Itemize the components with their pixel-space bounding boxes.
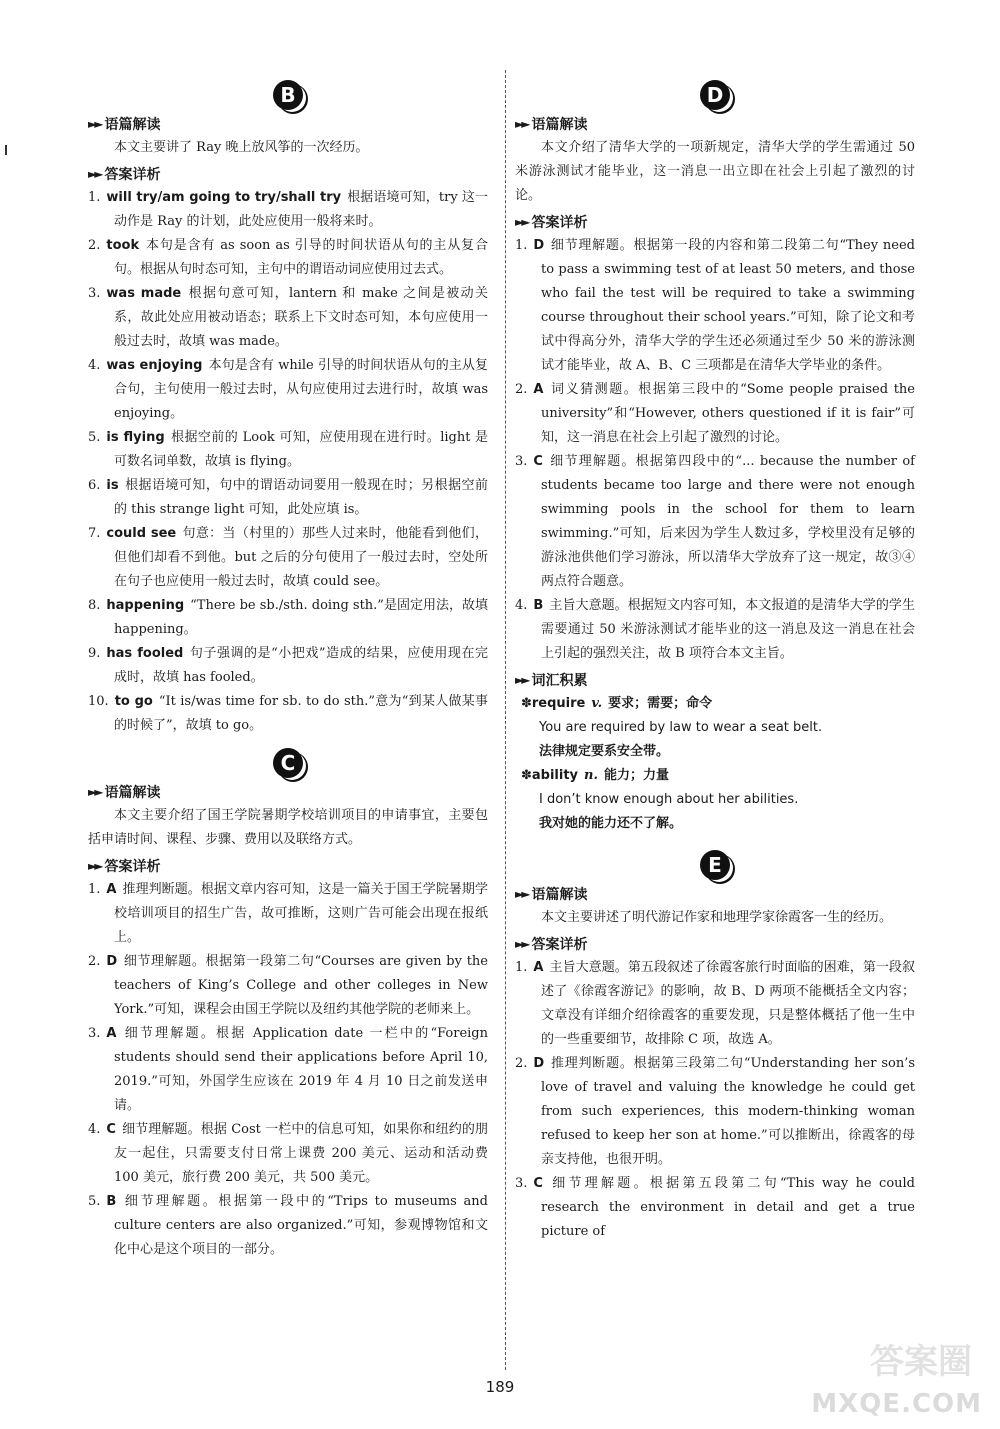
answer-key: was made: [106, 286, 182, 301]
answer-explanation: 主旨大意题。第五段叙述了徐霞客旅行时面临的困难，第一段叙述了《徐霞客游记》的影响，故 B、D 两项不能概括全文内容；文章没有详细介绍徐霞客的重要发现，只是整体概括了他一生中的一些重要细节，故排除 C 项，故选 A。: [541, 960, 915, 1047]
watermark-cn: 答案圈: [870, 1342, 972, 1382]
passage-summary: 本文主要介绍了国王学院暑期学校培训项目的申请事宜，主要包括申请时间、课程、步骤、费用以及联络方式。: [88, 808, 488, 847]
passage-heading: [88, 114, 488, 134]
answer-number: 3.: [88, 1026, 101, 1041]
section-badge-e: E: [700, 850, 730, 880]
answer-key: was enjoying: [106, 358, 203, 373]
answer-explanation: 本句是含有 while 引导的时间状语从句的主从复合句，主句使用一般过去时，从句应使用过去进行时，故填 was enjoying。: [114, 358, 488, 421]
answer-number: 6.: [88, 478, 101, 493]
answer-key: B: [533, 598, 544, 613]
double-arrow-icon: ►►: [88, 167, 101, 181]
answer-number: 10.: [88, 694, 109, 709]
right-column: [515, 80, 915, 1244]
answer-explanation: 细节理解题。根据 Cost 一栏中的信息可知，如果你和纽约的朋友一起住，只需要支付日常上课费 200 美元、运动和活动费 100 美元，旅行费 200 美元，共 500 美元。: [114, 1122, 488, 1185]
answer-explanation: 句子强调的是“小把戏”造成的结果，应使用现在完成时，故填 has fooled。: [114, 646, 489, 685]
answer-number: 2.: [88, 238, 101, 253]
answer-number: 7.: [88, 526, 101, 541]
answer-item: [515, 378, 915, 450]
passage-summary: 本文主要讲了 Ray 晚上放风筝的一次经历。: [114, 140, 369, 155]
answers-heading-label: 答案详析: [531, 215, 588, 231]
answer-explanation: 根据语境可知，句中的谓语动词要用一般现在时；另根据空前的 this strange light 可知，此处应填 is。: [114, 478, 488, 517]
vocab-pos: v.: [591, 696, 603, 711]
passage-heading-label: 语篇解读: [104, 785, 161, 801]
answer-number: 1.: [515, 960, 528, 975]
answers-heading: [88, 164, 488, 184]
answers-heading-label: 答案详析: [531, 937, 588, 953]
left-column: [88, 80, 488, 1262]
answer-number: 1.: [88, 190, 101, 205]
passage-heading: [515, 884, 915, 904]
vocab-translation: 我对她的能力还不了解。: [539, 816, 683, 831]
vocab-word: ✽ability: [521, 768, 579, 783]
vocab-translation: 法律规定要系安全带。: [539, 744, 670, 759]
answer-key: C: [533, 454, 543, 469]
double-arrow-icon: ►►: [515, 215, 528, 229]
double-arrow-icon: ►►: [88, 785, 101, 799]
answer-item: [515, 594, 915, 666]
passage-summary: 本文介绍了清华大学的一项新规定，清华大学的学生需通过 50 米游泳测试才能毕业，这一消息一出立即在社会上引起了激烈的讨论。: [515, 140, 915, 203]
answer-key: C: [533, 1176, 543, 1191]
answer-item: [515, 1172, 915, 1244]
section-badge-c: C: [273, 748, 303, 778]
answer-key: A: [106, 882, 117, 897]
answer-explanation: 根据语境可知，try 这一动作是 Ray 的计划，此处应使用一般将来时。: [114, 190, 488, 229]
answer-explanation: “There be sb./sth. doing sth.”是固定用法，故填 happening。: [114, 598, 488, 637]
answer-list: [88, 186, 488, 738]
section-badge-d: D: [700, 80, 730, 110]
answer-explanation: 细节理解题。根据第一段中的“Trips to museums and culture centers are also organized.”可知，参观博物馆和文化中心是这个项目的一部分。: [114, 1194, 488, 1257]
answer-item: [88, 690, 488, 738]
answer-number: 3.: [88, 286, 101, 301]
answer-explanation: 细节理解题。根据第一段第二句“Courses are given by the teachers of King’s College and other colleges in New York.”可知，课程会由国王学院以及纽约其他学院的老师来上。: [114, 954, 488, 1017]
answer-key: A: [533, 382, 544, 397]
answer-explanation: 主旨大意题。根据短文内容可知，本文报道的是清华大学的学生需要通过 50 米游泳测试才能毕业的这一消息及这一消息在社会上引起的强烈关注，故 B 项符合本文主旨。: [541, 598, 915, 661]
answer-key: B: [106, 1194, 117, 1209]
vocab-meaning: 能力；力量: [604, 768, 670, 783]
answer-number: 3.: [515, 454, 528, 469]
vocab-pos: n.: [584, 768, 599, 783]
answer-key: A: [106, 1026, 117, 1041]
passage-heading-label: 语篇解读: [104, 117, 161, 133]
answer-item: [515, 450, 915, 594]
answer-key: took: [106, 238, 140, 253]
answer-number: 4.: [515, 598, 528, 613]
answer-explanation: 细节理解题。根据第四段中的“... because the number of students became too large and there were not enough swimming pools in the school for them to learn swimming.”可知，后来因为学生人数过多，学校里没有足够的游泳池供他们学习游泳，所以清华大学放弃了这一规定，故③④两点符合题意。: [541, 454, 915, 589]
passage-heading-label: 语篇解读: [531, 887, 588, 903]
section-badge-b: B: [273, 80, 303, 110]
double-arrow-icon: ►►: [88, 117, 101, 131]
passage-heading: [515, 114, 915, 134]
answer-key: D: [533, 1056, 545, 1071]
answer-explanation: 根据句意可知，lantern 和 make 之间是被动关系，故此处应用被动语态；联系上下文时态可知，本句应使用一般过去时，故填 was made。: [114, 286, 488, 349]
answer-number: 3.: [515, 1176, 528, 1191]
answer-list: [515, 234, 915, 666]
vocab-list: [515, 692, 915, 836]
answer-number: 5.: [88, 1194, 101, 1209]
answer-item: [515, 234, 915, 378]
answer-number: 2.: [515, 382, 528, 397]
answer-list: [515, 956, 915, 1244]
watermark-en: MXQE.COM: [811, 1389, 982, 1419]
answer-explanation: 推理判断题。根据文章内容可知，这是一篇关于国王学院暑期学校培训项目的招生广告，故可推断，这则广告可能会出现在报纸上。: [114, 882, 488, 945]
answer-item: [515, 956, 915, 1052]
answer-number: 8.: [88, 598, 101, 613]
vocab-meaning: 要求；需要；命令: [608, 696, 713, 711]
answers-heading-label: 答案详析: [104, 859, 161, 875]
answers-heading: [515, 934, 915, 954]
page-number: 189: [485, 1378, 515, 1396]
answer-number: 1.: [88, 882, 101, 897]
vocab-example: You are required by law to wear a seat belt.: [539, 720, 823, 735]
answer-item: [88, 282, 488, 354]
answer-number: 1.: [515, 238, 528, 253]
answer-item: [88, 1190, 488, 1262]
answer-key: D: [106, 954, 118, 969]
answers-heading: [88, 856, 488, 876]
answer-explanation: 细节理解题。根据第一段的内容和第二段第二句“They need to pass a swimming test of at least 50 meters, and those who fail the test will be required to take a swimming course throughout their school years.”可知，除了论文和考试中得高分外，清华大学的学生还必须通过至少 50 米的游泳测试才能毕业，故 A、B、C 三项都是在清华大学毕业的条件。: [541, 238, 915, 373]
answer-key: to go: [114, 694, 153, 709]
answer-item: [88, 950, 488, 1022]
answer-item: [515, 1052, 915, 1172]
answer-item: [88, 426, 488, 474]
answer-explanation: 本句是含有 as soon as 引导的时间状语从句的主从复合句。根据从句时态可知，主句中的谓语动词应使用过去式。: [114, 238, 488, 277]
double-arrow-icon: ►►: [88, 859, 101, 873]
answer-explanation: 词义猜测题。根据第三段中的“Some people praised the university”和“However, others questioned if it is fair”可知，这一消息在社会上引起了激烈的讨论。: [541, 382, 915, 445]
vocab-entry: [515, 764, 915, 788]
answer-item: [88, 1022, 488, 1118]
answer-item: [88, 594, 488, 642]
double-arrow-icon: ►►: [515, 937, 528, 951]
passage-summary: 本文主要讲述了明代游记作家和地理学家徐霞客一生的经历。: [541, 910, 893, 925]
double-arrow-icon: ►►: [515, 117, 528, 131]
double-arrow-icon: ►►: [515, 887, 528, 901]
margin-mark: [5, 145, 7, 155]
answer-key: could see: [106, 526, 177, 541]
answer-item: [88, 522, 488, 594]
vocab-heading-label: 词汇积累: [531, 673, 588, 689]
vocab-entry: [515, 692, 915, 716]
answer-explanation: 句意：当（村里的）那些人过来时，他能看到他们，但他们却看不到他。but 之后的分句使用了一般过去时，空处所在句子也应使用一般过去时，故填 could see。: [114, 526, 488, 589]
answer-explanation: 细节理解题。根据 Application date 一栏中的“Foreign students should send their applications before April 10, 2019.”可知，外国学生应该在 2019 年 4 月 10 日之前发送申请。: [114, 1026, 488, 1113]
passage-heading: [88, 782, 488, 802]
answer-item: [88, 186, 488, 234]
answer-item: [88, 1118, 488, 1190]
answer-key: A: [533, 960, 544, 975]
answer-explanation: 细节理解题。根据第五段第二句“This way he could research the environment in detail and get a true picture of: [541, 1176, 915, 1239]
vocab-example: I don’t know enough about her abilities.: [539, 792, 799, 807]
answer-number: 2.: [515, 1056, 528, 1071]
answer-item: [88, 878, 488, 950]
answer-item: [88, 474, 488, 522]
answers-heading-label: 答案详析: [104, 167, 161, 183]
answer-number: 4.: [88, 1122, 101, 1137]
answer-number: 2.: [88, 954, 101, 969]
passage-heading-label: 语篇解读: [531, 117, 588, 133]
answers-heading: [515, 212, 915, 232]
answer-key: is flying: [106, 430, 165, 445]
answer-key: C: [106, 1122, 116, 1137]
answer-key: is: [106, 478, 119, 493]
answer-key: has fooled: [106, 646, 184, 661]
watermark-logo: [812, 1330, 982, 1425]
double-arrow-icon: ►►: [515, 673, 528, 687]
answer-number: 5.: [88, 430, 101, 445]
column-divider: [505, 70, 506, 1370]
answer-explanation: 根据空前的 Look 可知，应使用现在进行时。light 是可数名词单数，故填 is flying。: [114, 430, 488, 469]
answer-list: [88, 878, 488, 1262]
vocab-word: ✽require: [521, 696, 586, 711]
answer-explanation: “It is/was time for sb. to do sth.”意为“到某人做某事的时候了”，故填 to go。: [114, 694, 488, 733]
answer-key: will try/am going to try/shall try: [106, 190, 342, 205]
answer-number: 9.: [88, 646, 101, 661]
answer-explanation: 推理判断题。根据第三段第二句“Understanding her son’s love of travel and valuing the knowledge he could get from such experiences, this modern-thinking woman refused to keep her son at home.”可以推断出，徐霞客的母亲支持他，也很开明。: [541, 1056, 915, 1167]
answer-key: D: [533, 238, 545, 253]
vocab-heading: [515, 670, 915, 690]
answer-item: [88, 354, 488, 426]
answer-number: 4.: [88, 358, 101, 373]
answer-item: [88, 642, 488, 690]
answer-item: [88, 234, 488, 282]
answer-key: happening: [106, 598, 185, 613]
